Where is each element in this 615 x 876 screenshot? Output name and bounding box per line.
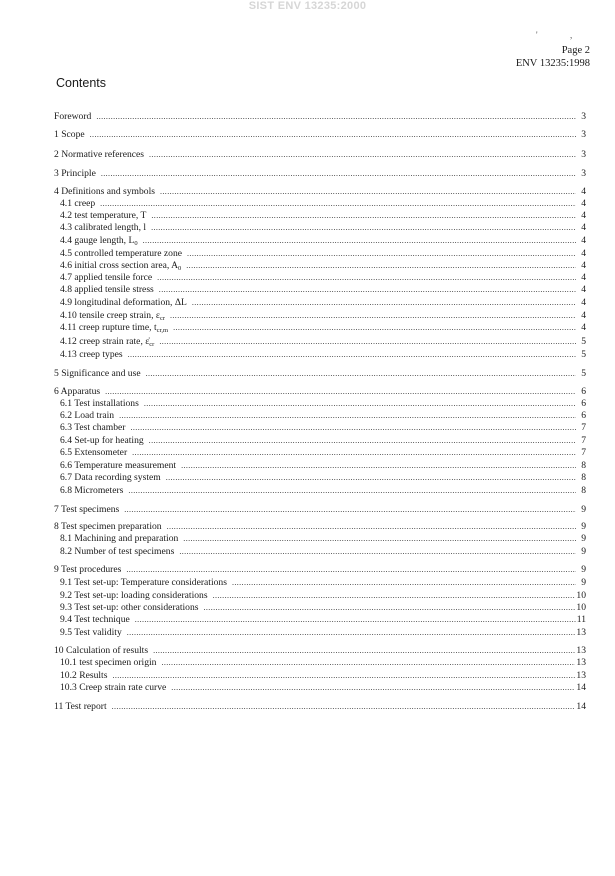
dot-leader — [167, 521, 576, 533]
toc-entry[interactable] — [54, 198, 586, 210]
toc-entry[interactable] — [54, 235, 586, 247]
toc-entry[interactable] — [54, 422, 586, 434]
toc-entry[interactable] — [54, 168, 586, 180]
dot-leader — [127, 627, 576, 639]
toc-page-number: 9 — [581, 521, 586, 532]
dot-leader — [192, 297, 576, 309]
dot-leader — [96, 111, 576, 123]
toc-entry[interactable] — [54, 222, 586, 234]
toc-entry-title: 8.2 Number of test specimens — [60, 546, 175, 557]
toc-entry[interactable] — [54, 590, 586, 602]
dot-leader — [124, 504, 576, 516]
toc-entry[interactable] — [54, 577, 586, 589]
dot-leader — [232, 577, 576, 589]
toc-entry-title: 4.8 applied tensile stress — [60, 284, 154, 295]
toc-entry[interactable] — [54, 670, 586, 682]
toc-page-number: 4 — [581, 297, 586, 308]
toc-page-number: 9 — [581, 504, 586, 515]
toc-entry[interactable] — [54, 435, 586, 447]
toc-entry-title: 9.1 Test set-up: Temperature considerations — [60, 577, 227, 588]
toc-page-number: 5 — [581, 368, 586, 379]
toc-entry[interactable] — [54, 564, 586, 576]
toc-entry-title: 6.8 Micrometers — [60, 485, 124, 496]
toc-entry-subscript: 0 — [178, 265, 182, 272]
toc-entry-title: 4.3 calibrated length, l — [60, 222, 147, 233]
toc-entry[interactable] — [54, 504, 586, 516]
toc-entry[interactable] — [54, 701, 586, 713]
dot-leader — [100, 198, 576, 210]
toc-page-number: 5 — [581, 336, 586, 347]
toc-entry-title: 10 Calculation of results — [54, 645, 149, 656]
toc-entry-title: 4.9 longitudinal deformation, ΔL — [60, 297, 187, 308]
toc-entry[interactable] — [54, 602, 586, 614]
toc-page-number: 3 — [581, 129, 586, 140]
toc-entry[interactable] — [54, 149, 586, 161]
toc-page-number: 9 — [581, 546, 586, 557]
dot-leader — [90, 129, 576, 141]
page-number: Page 2 — [561, 45, 590, 56]
toc-entry[interactable] — [54, 322, 586, 334]
dot-leader — [153, 645, 575, 657]
toc-entry-title: 5 Significance and use — [54, 368, 141, 379]
toc-page-number: 10 — [576, 590, 586, 601]
toc-entry-subscript: cr,m — [156, 327, 169, 334]
toc-entry[interactable] — [54, 386, 586, 398]
dot-leader — [171, 682, 575, 694]
toc-entry[interactable] — [54, 297, 586, 309]
toc-entry-title: 4.2 test temperature, T — [60, 210, 147, 221]
toc-entry-title: 10.3 Creep strain rate curve — [60, 682, 167, 693]
toc-entry[interactable] — [54, 410, 586, 422]
toc-page-number: 13 — [576, 645, 586, 656]
toc-page-number: 4 — [581, 222, 586, 233]
toc-page-number: 14 — [576, 701, 586, 712]
dot-leader — [128, 349, 576, 361]
toc-entry-title: 3 Principle — [54, 168, 96, 179]
toc-page-number: 3 — [581, 149, 586, 160]
toc-page-number: 4 — [581, 198, 586, 209]
toc-page-number: 7 — [581, 422, 586, 433]
toc-entry[interactable] — [54, 310, 586, 322]
toc-page-number: 13 — [576, 670, 586, 681]
toc-entry-title: 4.1 creep — [60, 198, 96, 209]
contents-title: Contents — [56, 76, 107, 90]
dot-leader — [101, 168, 576, 180]
dot-leader — [187, 248, 576, 260]
dot-leader — [105, 386, 576, 398]
toc-page-number: 8 — [581, 472, 586, 483]
toc-page-number: 11 — [576, 614, 586, 625]
toc-page-number: 4 — [581, 235, 586, 246]
toc-page-number: 4 — [581, 322, 586, 333]
toc-entry-title: 4.10 tensile creep strain, $\varepsilon_{cr}$ — [60, 310, 165, 322]
toc-entry[interactable] — [54, 368, 586, 380]
dot-leader — [112, 701, 576, 713]
dot-leader — [160, 186, 576, 198]
toc-entry[interactable] — [54, 485, 586, 497]
dot-leader — [166, 472, 576, 484]
toc-page-number: 13 — [576, 657, 586, 668]
dot-leader — [151, 210, 576, 222]
toc-page-number: 8 — [581, 460, 586, 471]
dot-leader — [132, 447, 576, 459]
toc-entry-subscript: cr — [149, 341, 155, 348]
toc-entry[interactable] — [54, 657, 586, 669]
toc-page-number: 7 — [581, 435, 586, 446]
toc-page-number: 4 — [581, 210, 586, 221]
toc-entry-subscript: cr — [159, 315, 165, 322]
toc-entry-title: 9.3 Test set-up: other considerations — [60, 602, 199, 613]
toc-entry-title: 4.4 gauge length, $L_0$ — [60, 235, 138, 247]
toc-entry-title: 6.6 Temperature measurement — [60, 460, 177, 471]
scan-mark: , — [570, 30, 573, 40]
dot-leader — [181, 460, 576, 472]
toc-entry[interactable] — [54, 111, 586, 123]
dot-leader — [143, 235, 576, 247]
toc-page-number: 5 — [581, 349, 586, 360]
toc-entry[interactable] — [54, 546, 586, 558]
toc-entry[interactable] — [54, 447, 586, 459]
toc-page-number: 4 — [581, 260, 586, 271]
table-of-contents — [54, 0, 586, 876]
toc-page-number: 4 — [581, 310, 586, 321]
toc-entry-title: 4.13 creep types — [60, 349, 123, 360]
toc-page-number: 4 — [581, 186, 586, 197]
toc-entry[interactable] — [54, 349, 586, 361]
toc-entry[interactable] — [54, 272, 586, 284]
dot-leader — [159, 284, 576, 296]
dot-leader — [204, 602, 576, 614]
dot-leader — [126, 564, 576, 576]
toc-page-number: 7 — [581, 447, 586, 458]
toc-entry-title: 4.5 controlled temperature zone — [60, 248, 183, 259]
toc-entry-title: 10.1 test specimen origin — [60, 657, 157, 668]
toc-entry-title: 2 Normative references — [54, 149, 145, 160]
dot-leader — [173, 322, 576, 334]
dot-leader — [159, 336, 576, 348]
toc-entry-title: 6.4 Set-up for heating — [60, 435, 144, 446]
dot-leader — [128, 485, 576, 497]
dot-leader — [144, 398, 576, 410]
toc-page-number: 9 — [581, 533, 586, 544]
watermark: SIST ENV 13235:2000 — [248, 0, 367, 12]
toc-entry-title: 4.11 creep rupture time, $t_{cr,m}$ — [60, 322, 169, 334]
toc-page-number: 9 — [581, 564, 586, 575]
dot-leader — [161, 657, 575, 669]
dot-leader — [149, 435, 576, 447]
toc-page-number: 9 — [581, 577, 586, 588]
toc-entry-title: 9.5 Test validity — [60, 627, 122, 638]
toc-page-number: 8 — [581, 485, 586, 496]
toc-entry-title: 6.7 Data recording system — [60, 472, 161, 483]
toc-page-number: 6 — [581, 398, 586, 409]
toc-page-number: 14 — [576, 682, 586, 693]
scan-mark: ' — [536, 30, 538, 40]
toc-entry[interactable] — [54, 627, 586, 639]
dot-leader — [151, 222, 576, 234]
toc-entry-title: 6.2 Load train — [60, 410, 115, 421]
toc-entry-title: 4.7 applied tensile force — [60, 272, 153, 283]
dot-leader — [213, 590, 576, 602]
toc-entry[interactable] — [54, 186, 586, 198]
toc-entry-title: 6.1 Test installations — [60, 398, 139, 409]
toc-entry-title: 8 Test specimen preparation — [54, 521, 162, 532]
toc-page-number: 4 — [581, 284, 586, 295]
dot-leader — [157, 272, 576, 284]
toc-page-number: 6 — [581, 386, 586, 397]
dot-leader — [135, 614, 576, 626]
toc-entry-title: 7 Test specimens — [54, 504, 120, 515]
toc-entry[interactable] — [54, 336, 586, 348]
toc-entry[interactable] — [54, 460, 586, 472]
dot-leader — [170, 310, 576, 322]
toc-page-number: 3 — [581, 168, 586, 179]
toc-entry[interactable] — [54, 398, 586, 410]
toc-page-number: 6 — [581, 410, 586, 421]
toc-entry[interactable] — [54, 533, 586, 545]
toc-page-number: 3 — [581, 111, 586, 122]
toc-entry-title: Foreword — [54, 111, 92, 122]
toc-entry[interactable] — [54, 614, 586, 626]
dot-leader — [119, 410, 576, 422]
toc-entry[interactable] — [54, 284, 586, 296]
dot-leader — [149, 149, 576, 161]
dot-leader — [183, 533, 576, 545]
toc-entry[interactable] — [54, 521, 586, 533]
toc-entry[interactable] — [54, 472, 586, 484]
toc-entry-subscript: 0 — [134, 240, 138, 247]
toc-entry[interactable] — [54, 645, 586, 657]
toc-page-number: 4 — [581, 272, 586, 283]
toc-entry-title: 8.1 Machining and preparation — [60, 533, 179, 544]
toc-entry-title: 4.12 creep strain rate, $\varepsiloṅ_{cr}$ — [60, 336, 155, 348]
dot-leader — [131, 422, 577, 434]
toc-entry[interactable] — [54, 129, 586, 141]
toc-entry-title: 11 Test report — [54, 701, 107, 712]
toc-entry[interactable] — [54, 248, 586, 260]
toc-entry-title: 9 Test procedures — [54, 564, 122, 575]
toc-entry-title: 9.4 Test technique — [60, 614, 130, 625]
toc-page-number: 13 — [576, 627, 586, 638]
toc-entry[interactable] — [54, 260, 586, 272]
toc-entry-title: 6.5 Extensometer — [60, 447, 128, 458]
toc-page-number: 4 — [581, 248, 586, 259]
dot-leader — [112, 670, 575, 682]
toc-entry-title: 4.6 initial cross section area, $A_0$ — [60, 260, 182, 272]
toc-entry-title: 6.3 Test chamber — [60, 422, 126, 433]
toc-entry-title: 4 Definitions and symbols — [54, 186, 155, 197]
toc-entry[interactable] — [54, 682, 586, 694]
dot-leader — [179, 546, 576, 558]
dot-leader — [186, 260, 576, 272]
toc-entry-title: 10.2 Results — [60, 670, 108, 681]
toc-entry[interactable] — [54, 210, 586, 222]
toc-page-number: 10 — [576, 602, 586, 613]
toc-entry-title: 9.2 Test set-up: loading considerations — [60, 590, 208, 601]
dot-leader — [146, 368, 576, 380]
toc-entry-title: 6 Apparatus — [54, 386, 101, 397]
standard-id: ENV 13235:1998 — [515, 58, 590, 69]
toc-entry-title: 1 Scope — [54, 129, 85, 140]
